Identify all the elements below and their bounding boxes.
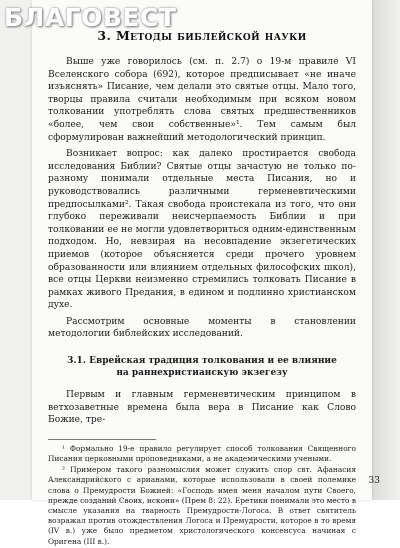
footnote-1: ¹ Формально 19-е правило регулирует способ толкования Священного Писания церковными проповедниками, а не академическими учеными. — [48, 443, 356, 464]
watermark-logo: БЛАГОВЕСТ — [4, 3, 177, 32]
page-content — [48, 28, 356, 548]
paragraph-1: Выше уже говорилось (см. п. 2.7) о 19-м правиле VI Вселенского собора (692), которое предписывает «не иначе изъяснять» Писание, чем делали это святые отцы. Мало того, творцы правила считали необходимым при всяком новом толковании употреблять слова святых предшественников «более, чем свои собственные»¹. Тем самым был сформулирован важнейший методологический принцип. — [48, 57, 356, 143]
section-paragraph: Первым и главным герменевтическим принципом в ветхозаветные времена была вера в Писание как Слово Божие, тре- — [48, 390, 356, 426]
book-page — [32, 0, 372, 546]
section-heading-line-2: на раннехристианскую экзегезу — [116, 368, 288, 379]
section-heading — [48, 355, 356, 379]
footnote-2: ² Примером такого разномыслия может служить спор свт. Афанасия Александрийского с арианами, которые использовали в своей полемике слова о Премудрости Божией: «Господь имея меня началом пути Своего, прежде созданий Своих, искони» (Прем 8: 22). Еретики понимали это место в смысле указания на тварность Премудрости-Логоса. В ответ святитель возражал против отождествления Логоса и Премудрости, которое в то время (IV в.) уже было предметом христологического консенсуса начиная с Оригена (III в.). — [48, 465, 356, 546]
footnote-separator — [48, 439, 156, 440]
page-edge-shadow — [372, 0, 400, 500]
paragraph-3: Рассмотрим основные моменты в становлении методологии библейских исследований. — [48, 316, 356, 340]
paragraph-2: Возникает вопрос: как далеко простирается свобода исследования Библии? Святые отцы зачастую не только по-разному понимали отдельные места Писания, но и руководствовались различными герменевтическими предпосылками². Такая свобода проистекала из того, что они глубоко переживали неисчерпаемость Библии и при толковании ее не могли удовлетвориться одним-единственным подходом. Но, невзирая на несовпадение экзегетических приемов (которое объясняется среди прочего уровнем образованности или влиянием отдельных философских школ), все отцы Церкви неизменно стремились толковать Писание в рамках живого Предания, в едином и подлинно христианском духе. — [48, 149, 356, 311]
chapter-heading: 3. Методы библейской науки — [97, 28, 307, 43]
section-heading-line-1: 3.1. Еврейская традиция толкования и ее влияние — [67, 356, 337, 367]
page-number: 33 — [368, 476, 380, 486]
